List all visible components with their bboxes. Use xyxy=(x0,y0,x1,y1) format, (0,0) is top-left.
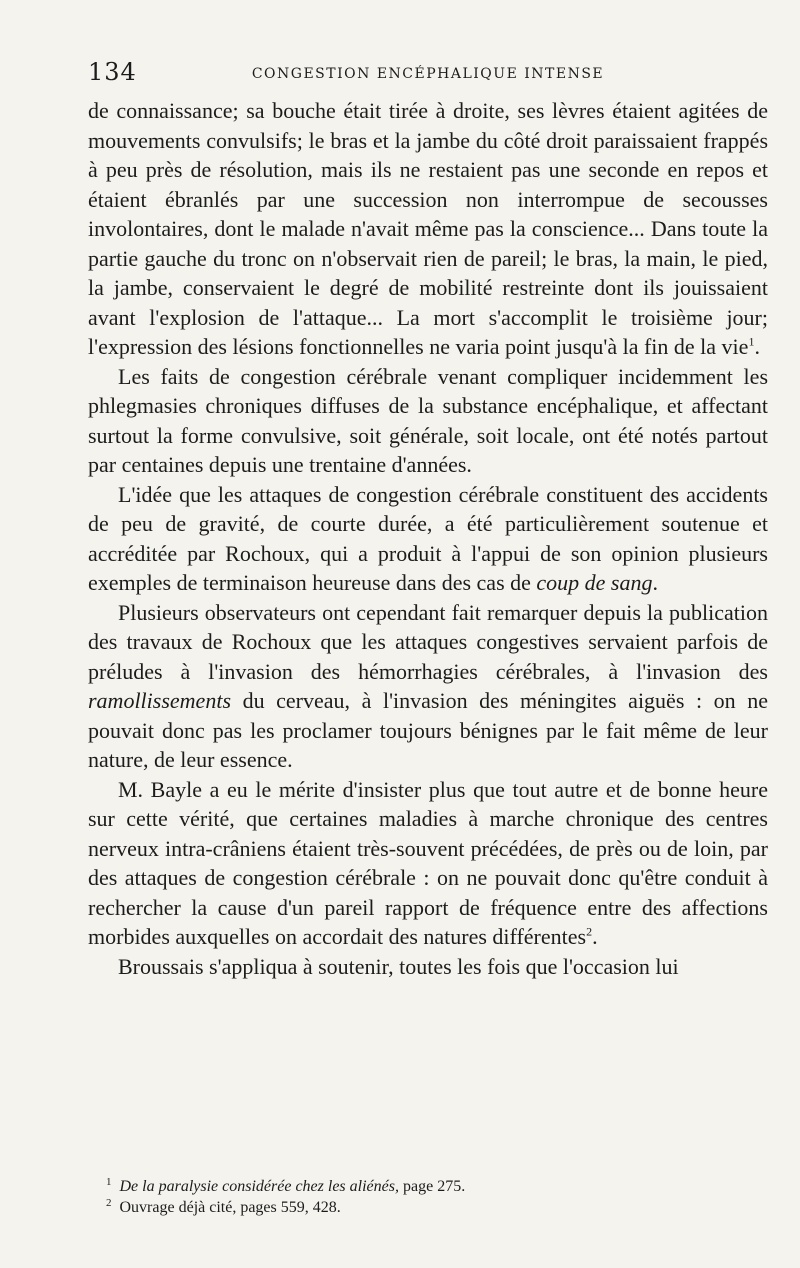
footnote-2: $^2$ Ouvrage déjà cité, pages 559, 428. xyxy=(106,1196,341,1216)
page-header xyxy=(88,58,768,92)
paragraph-5: M. Bayle a eu le mérite d'insister plus que tout autre et de bonne heure sur cette vérité, que certaines maladies à marche chronique des centres nerveux intra-crâniens étaient très-souvent précédées, de près ou de loin, par des attaques de congestion cérébrale : on ne pouvait donc qu'être conduit à rechercher la cause d'un pareil rapport de fréquence entre des affections morbides auxquelles on accordait des natures différentes$^2$. xyxy=(88,776,768,949)
running-title: CONGESTION ENCÉPHALIQUE INTENSE xyxy=(251,66,605,82)
italic-term: coup de sang xyxy=(536,570,653,595)
page-number: 134 xyxy=(88,58,137,86)
body-text xyxy=(88,96,768,981)
italic-term: ramollissements xyxy=(88,688,231,713)
footnote-ref-2: 2 xyxy=(586,924,593,939)
footnote-1: $^1$ De la paralysie considérée chez les aliénés, page 275. xyxy=(106,1175,466,1195)
paragraph-2: Les faits de congestion cérébrale venant compliquer incidemment les phlegmasies chroniques diffuses de la substance encéphalique, et affectant surtout la forme convulsive, soit générale, soit locale, ont été notés partout par centaines depuis une trentaine d'années. xyxy=(88,363,768,477)
paragraph-6: Broussais s'appliqua à soutenir, toutes les fois que l'occasion lui xyxy=(118,953,679,979)
paragraph-3: L'idée que les attaques de congestion cérébrale constituent des accidents de peu de gravité, de courte durée, a été particulièrement soutenue et accréditée par Rochoux, qui a produit à l'appui de son opinion plusieurs exemples de terminaison heureuse dans des cas de coup de sang. xyxy=(88,481,768,595)
footnote-ref-1: 1 xyxy=(748,334,755,349)
paragraph-4: Plusieurs observateurs ont cependant fait remarquer depuis la publication des travaux de Rochoux que les attaques congestives servaient parfois de préludes à l'invasion des hémorrhagies cérébrales, à l'invasion des ramollissements du cerveau, à l'invasion des méningites aiguës : on ne pouvait donc pas les proclamer toujours bénignes par le fait même de leur nature, de leur essence. xyxy=(88,599,768,772)
paragraph-1: de connaissance; sa bouche était tirée à droite, ses lèvres étaient agitées de mouvements convulsifs; le bras et la jambe du côté droit paraissaient frappés à peu près de résolution, mais ils ne restaient pas une seconde en repos et étaient ébranlés par une succession non interrompue de secousses involontaires, dont le malade n'avait même pas la conscience... Dans toute la partie gauche du tronc on n'observait rien de pareil; le bras, la main, le pied, la jambe, conservaient le degré de mobilité restreinte dont ils jouissaient avant l'explosion de l'attaque... La mort s'accomplit le troisième jour; l'expression des lésions fonctionnelles ne varia point jusqu'à la fin de la vie$^1$. xyxy=(88,98,768,359)
footnotes xyxy=(106,1176,768,1218)
